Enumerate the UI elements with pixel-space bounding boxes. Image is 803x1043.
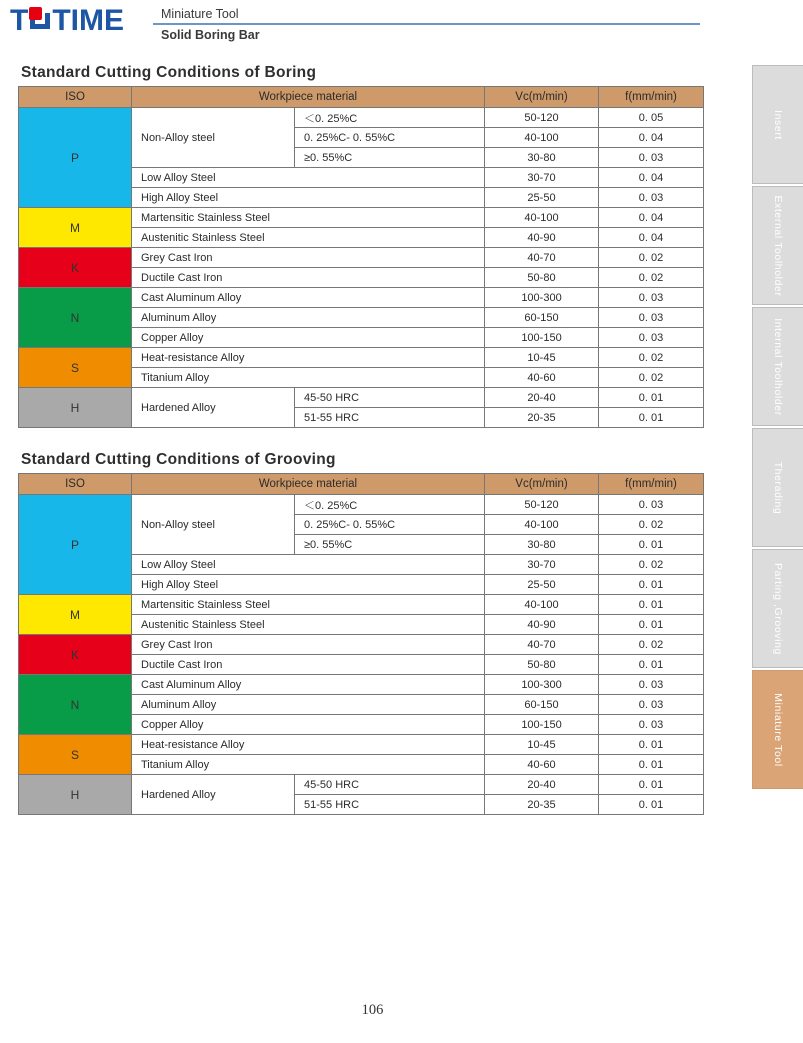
table-row: [19, 348, 704, 368]
value-cell: 100-150: [485, 715, 599, 735]
iso-class-cell: N: [19, 288, 132, 348]
logo-o-icon: [30, 9, 50, 30]
material-cell: Aluminum Alloy: [132, 695, 485, 715]
iso-class-cell: M: [19, 208, 132, 248]
header-rule: [153, 23, 700, 25]
value-cell: 40-70: [485, 635, 599, 655]
value-cell: 0. 03: [599, 715, 704, 735]
material-cell: High Alloy Steel: [132, 188, 485, 208]
value-cell: 0. 03: [599, 495, 704, 515]
value-cell: 60-150: [485, 695, 599, 715]
value-cell: 20-40: [485, 388, 599, 408]
value-cell: 40-90: [485, 228, 599, 248]
value-cell: 10-45: [485, 348, 599, 368]
material-cell: 0. 25%C- 0. 55%C: [295, 128, 485, 148]
product-label: Solid Boring Bar: [161, 28, 260, 42]
value-cell: 50-120: [485, 108, 599, 128]
iso-class-cell: H: [19, 775, 132, 815]
value-cell: 30-70: [485, 555, 599, 575]
value-cell: 0. 01: [599, 755, 704, 775]
table-row: [19, 495, 704, 515]
material-cell: Non-Alloy steel: [132, 495, 295, 555]
value-cell: 40-100: [485, 595, 599, 615]
material-cell: Copper Alloy: [132, 328, 485, 348]
value-cell: 0. 03: [599, 675, 704, 695]
value-cell: 0. 04: [599, 168, 704, 188]
value-cell: 0. 04: [599, 208, 704, 228]
logo-text-prefix: T: [10, 4, 29, 37]
value-cell: 40-100: [485, 208, 599, 228]
table-row: [19, 775, 704, 795]
value-cell: 0. 03: [599, 188, 704, 208]
value-cell: 20-35: [485, 795, 599, 815]
column-header: Vc(m/min): [485, 474, 599, 495]
grooving-section: [18, 451, 704, 815]
value-cell: 0. 01: [599, 615, 704, 635]
sidebar-tab-label: External Toolholder: [772, 194, 784, 297]
material-cell: 0. 25%C- 0. 55%C: [295, 515, 485, 535]
material-cell: Heat-resistance Alloy: [132, 348, 485, 368]
value-cell: 20-35: [485, 408, 599, 428]
material-cell: Martensitic Stainless Steel: [132, 208, 485, 228]
material-cell: ＜0. 25%C: [295, 495, 485, 515]
value-cell: 30-80: [485, 535, 599, 555]
table-row: [19, 288, 704, 308]
table-row: [19, 248, 704, 268]
page-number: 106: [361, 1002, 384, 1018]
material-cell: Ductile Cast Iron: [132, 268, 485, 288]
value-cell: 60-150: [485, 308, 599, 328]
grooving-conditions-table: [18, 473, 704, 815]
value-cell: 0. 01: [599, 535, 704, 555]
value-cell: 50-120: [485, 495, 599, 515]
boring-section: [18, 64, 704, 428]
value-cell: 0. 02: [599, 368, 704, 388]
sidebar-tab-label: Insert: [772, 109, 784, 140]
value-cell: 40-60: [485, 368, 599, 388]
boring-table-container: [18, 86, 704, 428]
column-header: Vc(m/min): [485, 87, 599, 108]
material-cell: ≥0. 55%C: [295, 535, 485, 555]
value-cell: 100-150: [485, 328, 599, 348]
value-cell: 10-45: [485, 735, 599, 755]
boring-conditions-table: [18, 86, 704, 428]
iso-class-cell: M: [19, 595, 132, 635]
column-header: f(mm/min): [599, 474, 704, 495]
value-cell: 30-70: [485, 168, 599, 188]
iso-class-cell: P: [19, 495, 132, 595]
totime-logo: [10, 6, 124, 36]
column-header: Workpiece material: [132, 474, 485, 495]
value-cell: 40-100: [485, 128, 599, 148]
material-cell: Non-Alloy steel: [132, 108, 295, 168]
logo-text-rest: TIME: [52, 4, 124, 37]
table-row: [19, 108, 704, 128]
masthead: [0, 0, 803, 56]
material-cell: Titanium Alloy: [132, 368, 485, 388]
value-cell: 0. 04: [599, 228, 704, 248]
boring-section-title: Standard Cutting Conditions of Boring: [21, 64, 317, 81]
value-cell: 0. 02: [599, 348, 704, 368]
column-header: Workpiece material: [132, 87, 485, 108]
iso-class-cell: S: [19, 735, 132, 775]
material-cell: Cast Aluminum Alloy: [132, 675, 485, 695]
value-cell: 40-100: [485, 515, 599, 535]
table-row: [19, 735, 704, 755]
table-row: [19, 388, 704, 408]
iso-class-cell: H: [19, 388, 132, 428]
material-cell: Cast Aluminum Alloy: [132, 288, 485, 308]
value-cell: 0. 03: [599, 148, 704, 168]
material-cell: Copper Alloy: [132, 715, 485, 735]
value-cell: 0. 03: [599, 328, 704, 348]
value-cell: 0. 04: [599, 128, 704, 148]
sidebar-tab-label: Internal Toolholder: [772, 317, 784, 416]
grooving-table-container: [18, 473, 704, 815]
iso-class-cell: K: [19, 248, 132, 288]
value-cell: 0. 01: [599, 655, 704, 675]
value-cell: 0. 03: [599, 695, 704, 715]
value-cell: 0. 01: [599, 408, 704, 428]
category-tab-sidebar: [752, 65, 803, 791]
table-row: [19, 675, 704, 695]
material-cell: High Alloy Steel: [132, 575, 485, 595]
material-cell: Martensitic Stainless Steel: [132, 595, 485, 615]
value-cell: 20-40: [485, 775, 599, 795]
material-cell: Grey Cast Iron: [132, 635, 485, 655]
value-cell: 25-50: [485, 575, 599, 595]
value-cell: 0. 03: [599, 308, 704, 328]
value-cell: 100-300: [485, 675, 599, 695]
grooving-section-title: Standard Cutting Conditions of Grooving: [21, 451, 336, 468]
value-cell: 0. 02: [599, 635, 704, 655]
sidebar-tab-external-toolholder[interactable]: [752, 186, 803, 305]
sidebar-tab-insert[interactable]: [752, 65, 803, 184]
column-header: f(mm/min): [599, 87, 704, 108]
sidebar-tab-label: Miniature Tool: [772, 692, 784, 767]
material-cell: 45-50 HRC: [295, 775, 485, 795]
value-cell: 50-80: [485, 655, 599, 675]
material-cell: Hardened Alloy: [132, 388, 295, 428]
value-cell: 0. 01: [599, 735, 704, 755]
sidebar-tab-miniature-tool[interactable]: [752, 670, 803, 789]
material-cell: Hardened Alloy: [132, 775, 295, 815]
material-cell: 45-50 HRC: [295, 388, 485, 408]
sidebar-tab-parting-grooving[interactable]: [752, 549, 803, 668]
material-cell: ≥0. 55%C: [295, 148, 485, 168]
table-row: [19, 635, 704, 655]
sidebar-tab-label: Therading: [772, 461, 784, 514]
value-cell: 0. 01: [599, 575, 704, 595]
material-cell: Austenitic Stainless Steel: [132, 615, 485, 635]
value-cell: 100-300: [485, 288, 599, 308]
series-label: Miniature Tool: [161, 7, 239, 21]
material-cell: ＜0. 25%C: [295, 108, 485, 128]
value-cell: 40-70: [485, 248, 599, 268]
sidebar-tab-internal-toolholder[interactable]: [752, 307, 803, 426]
value-cell: 0. 05: [599, 108, 704, 128]
iso-class-cell: N: [19, 675, 132, 735]
value-cell: 0. 02: [599, 248, 704, 268]
material-cell: 51-55 HRC: [295, 795, 485, 815]
material-cell: Titanium Alloy: [132, 755, 485, 775]
iso-class-cell: S: [19, 348, 132, 388]
sidebar-tab-label: Parting ,Grooving: [772, 562, 784, 655]
material-cell: Grey Cast Iron: [132, 248, 485, 268]
column-header: ISO: [19, 474, 132, 495]
value-cell: 30-80: [485, 148, 599, 168]
material-cell: 51-55 HRC: [295, 408, 485, 428]
value-cell: 0. 03: [599, 288, 704, 308]
iso-class-cell: K: [19, 635, 132, 675]
value-cell: 0. 02: [599, 515, 704, 535]
value-cell: 0. 01: [599, 795, 704, 815]
value-cell: 40-90: [485, 615, 599, 635]
sidebar-tab-therading[interactable]: [752, 428, 803, 547]
value-cell: 50-80: [485, 268, 599, 288]
material-cell: Low Alloy Steel: [132, 555, 485, 575]
material-cell: Low Alloy Steel: [132, 168, 485, 188]
iso-class-cell: P: [19, 108, 132, 208]
material-cell: Austenitic Stainless Steel: [132, 228, 485, 248]
table-row: [19, 208, 704, 228]
value-cell: 40-60: [485, 755, 599, 775]
column-header: ISO: [19, 87, 132, 108]
table-row: [19, 595, 704, 615]
material-cell: Heat-resistance Alloy: [132, 735, 485, 755]
material-cell: Aluminum Alloy: [132, 308, 485, 328]
value-cell: 0. 01: [599, 595, 704, 615]
value-cell: 0. 01: [599, 775, 704, 795]
material-cell: Ductile Cast Iron: [132, 655, 485, 675]
value-cell: 0. 02: [599, 268, 704, 288]
value-cell: 25-50: [485, 188, 599, 208]
value-cell: 0. 01: [599, 388, 704, 408]
value-cell: 0. 02: [599, 555, 704, 575]
